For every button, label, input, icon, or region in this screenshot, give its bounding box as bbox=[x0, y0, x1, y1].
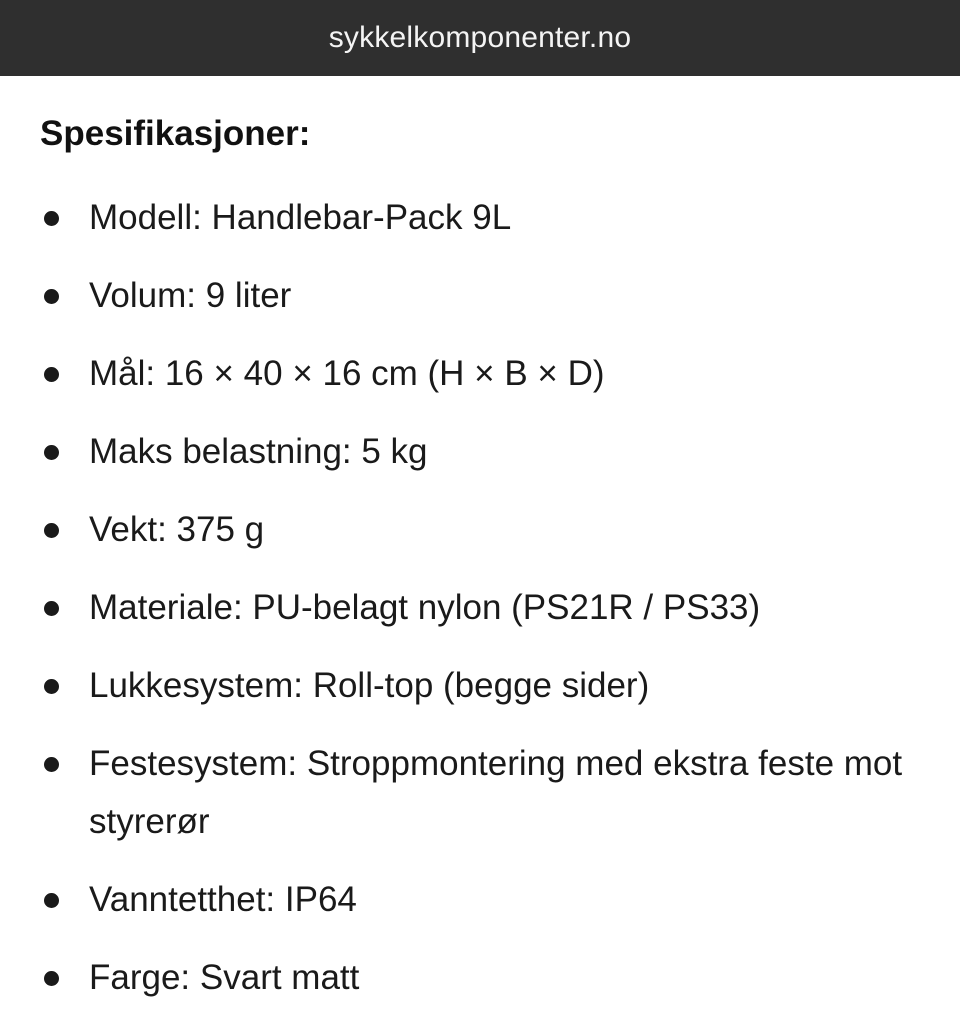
bullet-icon bbox=[44, 289, 59, 304]
spec-item-text: Lukkesystem: Roll-top (begge sider) bbox=[89, 666, 650, 705]
spec-item-text: Materiale: PU-belagt nylon (PS21R / PS33) bbox=[89, 588, 761, 627]
bullet-icon bbox=[44, 757, 59, 772]
bullet-icon bbox=[44, 971, 59, 986]
bullet-icon bbox=[44, 679, 59, 694]
spec-item-mounting bbox=[0, 735, 960, 851]
bullet-icon bbox=[44, 893, 59, 908]
spec-item-dimensions bbox=[0, 345, 960, 403]
url-text[interactable]: sykkelkomponenter.no bbox=[328, 21, 632, 54]
spec-item-text: Vekt: 375 g bbox=[89, 510, 265, 549]
spec-item-max-load bbox=[0, 423, 960, 481]
spec-item-text: Modell: Handlebar-Pack 9L bbox=[89, 198, 512, 237]
bullet-icon bbox=[44, 523, 59, 538]
spec-item-text: Maks belastning: 5 kg bbox=[89, 432, 428, 471]
spec-item-text: Volum: 9 liter bbox=[89, 276, 292, 315]
browser-address-bar[interactable] bbox=[0, 0, 960, 76]
bullet-icon bbox=[44, 601, 59, 616]
spec-item-material bbox=[0, 579, 960, 637]
spec-item-text: Farge: Svart matt bbox=[89, 958, 360, 997]
bullet-icon bbox=[44, 445, 59, 460]
spec-item-text: Vanntetthet: IP64 bbox=[89, 880, 357, 919]
spec-item-volume bbox=[0, 267, 960, 325]
spec-item-closure bbox=[0, 657, 960, 715]
bullet-icon bbox=[44, 367, 59, 382]
bullet-icon bbox=[44, 211, 59, 226]
specs-list bbox=[0, 189, 960, 1021]
spec-item-text: Festesystem: Stroppmontering med ekstra feste mot styrerør bbox=[89, 744, 903, 841]
spec-item-color bbox=[0, 949, 960, 1007]
spec-item-text: Mål: 16 × 40 × 16 cm (H × B × D) bbox=[89, 354, 605, 393]
specs-heading: Spesifikasjoner: bbox=[40, 114, 311, 153]
spec-item-weight bbox=[0, 501, 960, 559]
page-content bbox=[0, 76, 960, 1021]
spec-item-waterproofing bbox=[0, 871, 960, 929]
spec-item-model bbox=[0, 189, 960, 247]
